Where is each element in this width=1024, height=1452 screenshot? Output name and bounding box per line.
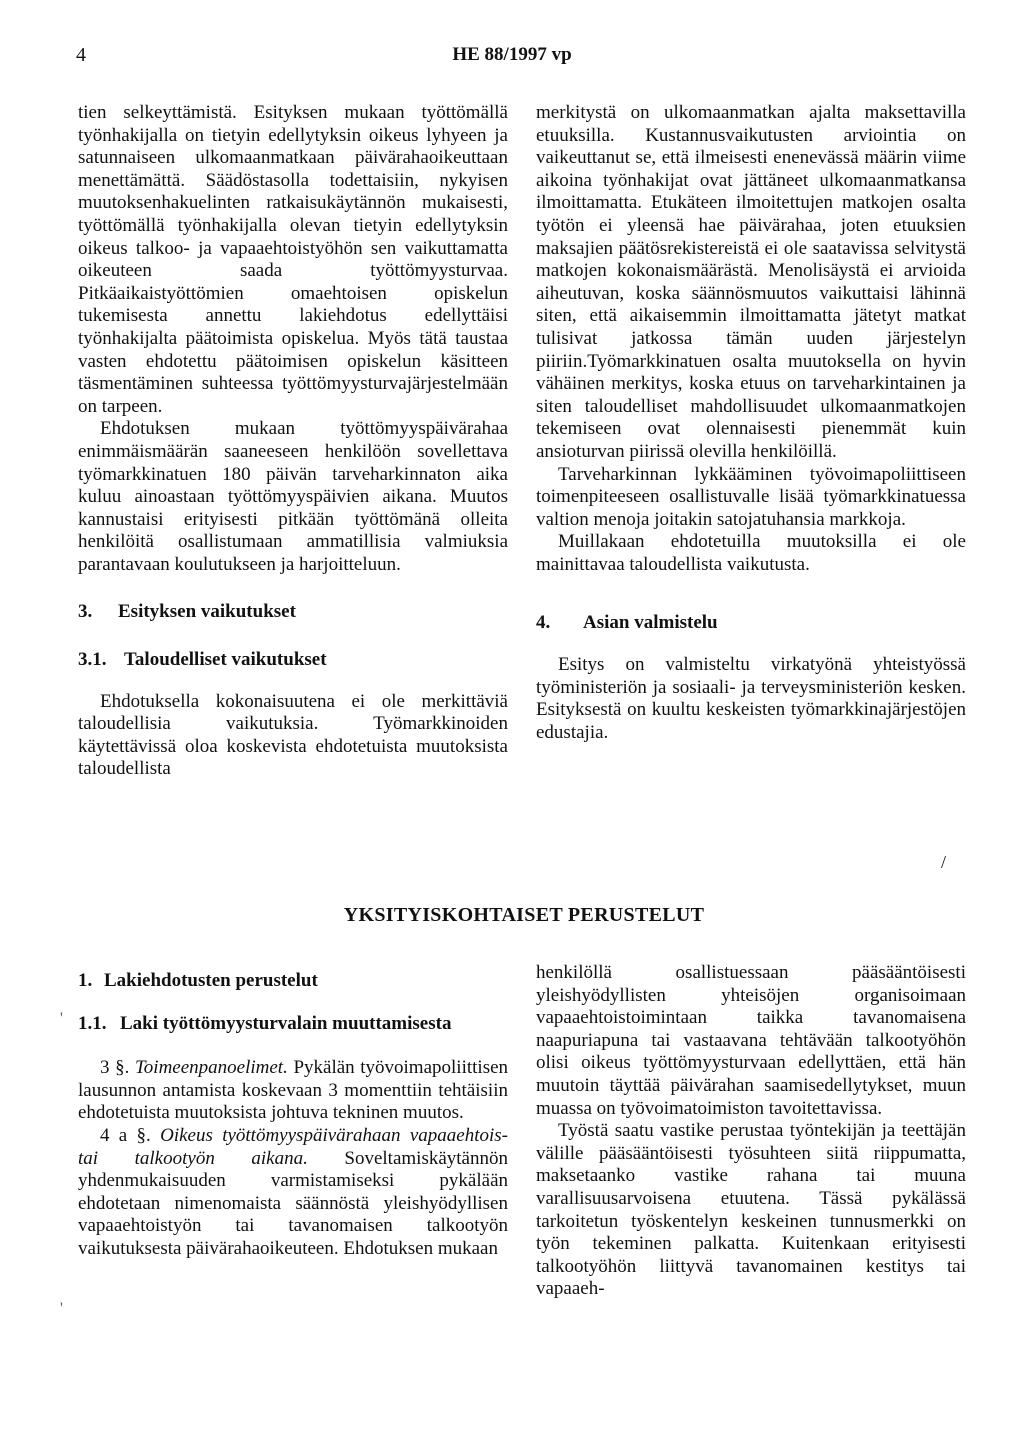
paragraph: merkitystä on ulkomaanmatkan ajalta maksettavilla etuuksilla. Kustannusvaikutusten arviointia on vaikeuttanut se, että ilmeisesti enenevässä määrin viime aikoina työnhakijat ovat jättäneet ulkomaanmatkansa ilmoittamatta. Etukäteen ilmoitettujen matkojen osalta työtön ei yleensä hae päivärahaa, joten etuuksien maksajien päätösrekistereistä ei ole saatavissa selvitystä matkojen kokonaismäärästä. Menolisäystä ei arvioida aiheutuvan, koska säännösmuutos vaikuttaisi lähinnä siten, että aikaisemmin ilmoittamatta jätetyt matkat tulisivat jatkossa tämän uuden järjestelyn piiriin.Työmarkkinatuen osalta muutoksella on hyvin vähäinen merkitys, koska etuus on tarveharkintainen ja siten taloudelliset mahdollisuudet ulkomaanmatkojen tekemiseen ovat olennaisesti pienemmät kuin ansioturvan piirissä olevilla henkilöillä.	[536, 102, 966, 462]
section-heading-3-1	[78, 649, 508, 672]
section-heading-1	[78, 970, 508, 993]
bottom-left-column	[78, 970, 508, 1261]
section-title: YKSITYISKOHTAISET PERUSTELUT	[343, 904, 705, 926]
top-left-column	[78, 102, 508, 781]
heading-number: 4.	[536, 612, 551, 634]
section-ref: 4 a §.	[100, 1124, 151, 1146]
page-number: 4	[76, 44, 86, 66]
margin-mark: '	[60, 1010, 63, 1027]
paragraph: Tarveharkinnan lykkääminen työvoimapoliittiseen toimenpiteeseen osallistuvalle lisää työmarkkinatuessa valtion menoja joitakin satojatuhansia markkoja.	[536, 463, 966, 530]
paragraph-body: Soveltamiskäytännön yhdenmukaisuuden varmistamiseksi pykälään ehdotetaan nimenomaista säännöstä yleishyödyllisen vapaaehtoistyön tai tavanomaisen talkootyön vaikutuksesta päivärahaoikeuteen. Ehdotuksen mukaan	[78, 1147, 508, 1259]
section-heading-4	[536, 612, 966, 635]
section-heading-3	[78, 601, 508, 624]
heading-text: Taloudelliset vaikutukset	[124, 649, 327, 671]
paragraph: Esitys on valmisteltu virkatyönä yhteistyössä työministeriön ja sosiaali- ja terveysministeriön kesken. Esityksestä on kuultu keskeisten työmarkkinajärjestöjen edustajia.	[536, 654, 966, 743]
heading-text: Esityksen vaikutukset	[118, 601, 296, 623]
top-right-column	[536, 102, 966, 744]
bottom-right-column	[536, 962, 966, 1301]
paragraph: Ehdotuksen mukaan työttömyyspäivärahaa enimmäismäärän saaneeseen henkilöön sovellettava työmarkkinatuen 180 päivän tarveharkinnaton aika kuluu ainoastaan työttömyyspäivien aikana. Muutos kannustaisi erityisesti pitkään työttömänä olleita henkilöitä osallistumaan ammatillisia valmiuksia parantavaan koulutukseen ja harjoitteluun.	[78, 418, 508, 575]
section-heading-1-1	[78, 1013, 508, 1036]
heading-text: Asian valmistelu	[583, 612, 718, 634]
paragraph: Ehdotuksella kokonaisuutena ei ole merkittäviä taloudellisia vaikutuksia. Työmarkkinoiden käytettävissä oloa koskevista ehdotetuista muutoksista taloudellista	[78, 690, 508, 780]
paragraph	[78, 1057, 508, 1125]
heading-text: Lakiehdotusten perustelut	[104, 970, 318, 991]
paragraph: Muillakaan ehdotetuilla muutoksilla ei ole mainittavaa taloudellista vaikutusta.	[536, 531, 966, 575]
paragraph: tien selkeyttämistä. Esityksen mukaan työttömällä työnhakijalla on tietyin edellytyksin oikeus lyhyeen ja satunnaiseen ulkomaanmatkaan päivärahaoikeuttaan menettämättä. Säädöstasolla todettaisiin, nykyisen muutoksenhakuelinten ratkaisukäytännön mukaisesti, työttömällä työnhakijalla olevan tietyin edellytyksin oikeus talkoo- ja vapaaehtoistyöhön sen vaikuttamatta oikeuteen saada työttömyysturvaa. Pitkäaikaistyöttömien omaehtoisen opiskelun tukemisesta annettu lakiehdotus edellyttäisi työnhakijalta päätoimista opiskelua. Myös tätä taustaa vasten ehdotettu päätoimisen opiskelun käsitteen täsmentäminen suhteessa työttömyysturvajärjestelmään on tarpeen.	[78, 102, 508, 417]
heading-text: Laki työttömyysturvalain muuttamisesta	[120, 1012, 452, 1034]
document-id: HE 88/1997 vp	[452, 44, 572, 65]
heading-number: 1.1.	[78, 1012, 107, 1034]
heading-number: 3.1.	[78, 649, 107, 671]
heading-number: 3.	[78, 601, 93, 623]
section-name: Toimeenpanoelimet.	[134, 1057, 288, 1079]
paragraph	[78, 1125, 508, 1261]
paragraph: Työstä saatu vastike perustaa työntekijän ja teettäjän välille pääsääntöisesti työsuhteen siitä riippumatta, maksetaanko vastike rahana tai muuna varallisuusarvoisena etuutena. Tässä pykälässä tarkoitetun työskentelyn keskeinen tunnusmerkki on työn tekeminen palkatta. Kuitenkaan erityisesti talkootyöhön liittyvä tavanomainen kestitys tai vapaaeh-	[536, 1120, 966, 1300]
margin-mark: '	[60, 1300, 63, 1317]
section-ref: 3 §.	[100, 1057, 130, 1079]
heading-number: 1.	[78, 970, 93, 991]
paragraph: henkilöllä osallistuessaan pääsääntöisesti yleishyödyllisten yhteisöjen organisoimaan vapaaehtoistoimintaan taikka tavanomaisena naapuriapuna tai vastaavana tehtävään talkootyöhön olisi oikeus työttömyysturvaan edellyttäen, että hän muutoin täyttää päivärahan saamisedellytykset, muun muassa on työvoimatoimiston tavoitettavissa.	[536, 962, 966, 1119]
section-name: Oikeus työttömyyspäivärahaan vapaaehtois- tai talkootyön aikana.	[78, 1124, 509, 1169]
stray-mark: /	[941, 852, 947, 872]
paragraph-body: Pykälän työvoimapoliittisen lausunnon antamista koskevaan 3 momenttiin tehtäisiin ehdotetuista muutoksista johtuva tekninen muutos.	[78, 1057, 509, 1124]
